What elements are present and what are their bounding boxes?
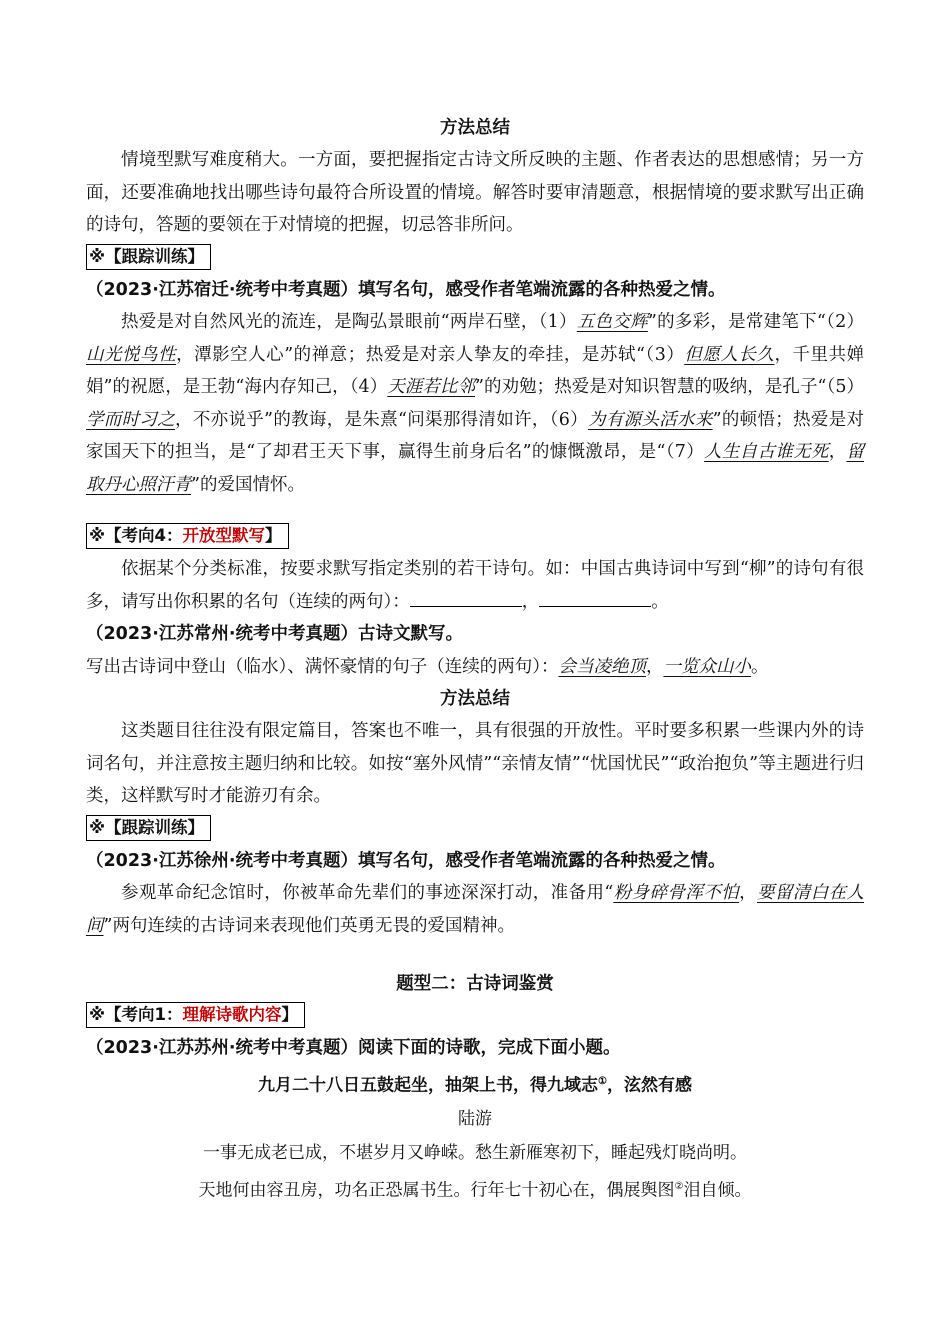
- task-changzhou: 写出古诗词中登山（临水）、满怀豪情的句子（连续的两句）：会当凌绝顶，一览众山小。: [86, 656, 769, 677]
- open-dictation-intro: 依据某个分类标准，按要求默写指定类别的若干诗句。如：中国古典诗词中写到“柳”的诗句有很多，请写出你积累的名句（连续的两句）： ， 。: [86, 559, 864, 612]
- answer-1: 五色交辉: [576, 312, 648, 332]
- tracking-training-label: ※【跟踪训练】: [86, 244, 211, 270]
- answer-3: 但愿人长久: [684, 344, 775, 365]
- answer-4: 天涯若比邻: [387, 377, 476, 397]
- method-summary-text-2: 这类题目往往没有限定篇目，答案也不唯一，具有很强的开放性。平时要多积累一些课内外的诗词名句，并注意按主题归纳和比较。如按“塞外风情”“亲情友情”“忧国忧民”“政治抱负”等主题进行归类，这样默写时才能游刃有余。: [86, 721, 864, 806]
- tracking-training-label-2: ※【跟踪训练】: [86, 815, 211, 841]
- method-summary-heading: 方法总结: [440, 118, 510, 138]
- answer-paragraph-suqian: 热爱是对自然风光的流连，是陶弘景眼前“两岸石壁，（1）五色交辉”的多彩，是常建笔下“（2）山光悦鸟性，潭影空人心”的禅意；热爱是对亲人挚友的牵挂，是苏轼“（3）但愿人长久，千里共婵娟”的祝愿，是王勃“海内存知己，（4）天涯若比邻”的劝勉；热爱是对知识智慧的吸纳，是孔子“（5）学而时习之，不亦说乎”的教诲，是朱熹“问渠那得清如许，（6）为有源头活水来”的顿悟；热爱是对家国天下的担当，是“了却君王天下事，赢得生前身后名”的慷慨激昂，是“（7）人生自古谁无死，留取丹心照汗青”的爱国情怀。: [86, 312, 865, 495]
- method-summary-heading-2: 方法总结: [440, 689, 510, 709]
- question-suqian: （2023·江苏宿迁·统考中考真题）填写名句，感受作者笔端流露的各种热爱之情。: [86, 279, 726, 300]
- answer-6: 为有源头活水来: [587, 409, 713, 430]
- answer-2: 山光悦鸟性: [86, 344, 177, 365]
- poem-line-2: 天地何由容丑房，功名正恐属书生。行年七十初心在，偶展舆图②泪自倾。: [198, 1180, 752, 1201]
- blank-2[interactable]: [539, 588, 651, 607]
- answer-5: 学而时习之: [86, 409, 176, 430]
- answer-xuzhou-2: 要留清白在人间: [86, 883, 865, 936]
- direction-1-label: ※【考向1：理解诗歌内容】: [86, 1002, 305, 1028]
- poem-line-1: 一事无成老已成，不堪岁月又峥嵘。愁生新雁寒初下，睡起残灯晓尚明。: [203, 1143, 747, 1164]
- question-suzhou: （2023·江苏苏州·统考中考真题）阅读下面的诗歌，完成下面小题。: [86, 1038, 621, 1058]
- answer-changzhou-1: 会当凌绝顶: [558, 656, 646, 677]
- blank-1[interactable]: [410, 588, 522, 607]
- answer-paragraph-xuzhou: 参观革命纪念馆时，你被革命先辈们的事迹深深打动，准备用“粉身碎骨浑不怕，要留清白在人间”两句连续的古诗词来表现他们英勇无畏的爱国精神。: [86, 883, 865, 936]
- document-page: [86, 112, 864, 1208]
- answer-7b: 留取丹心照汗青: [86, 442, 865, 495]
- question-xuzhou: （2023·江苏徐州·统考中考真题）填写名句，感受作者笔端流露的各种热爱之情。: [86, 850, 726, 871]
- direction-4-label: ※【考向4：开放型默写】: [86, 523, 289, 549]
- poem-title: 九月二十八日五鼓起坐，抽架上书，得九域志①，泫然有感: [258, 1075, 692, 1096]
- answer-7a: 人生自古谁无死: [704, 442, 829, 462]
- answer-changzhou-2: 一览众山小: [663, 656, 751, 677]
- answer-xuzhou-1: 粉身碎骨浑不怕: [613, 883, 740, 903]
- type-two-title: 题型二：古诗词鉴赏: [396, 974, 554, 994]
- method-summary-text: 情境型默写难度稍大。一方面，要把握指定古诗文所反映的主题、作者表达的思想感情；另一方面，还要准确地找出哪些诗句最符合所设置的情境。解答时要审清题意，根据情境的要求默写出正确的诗句，答题的要领在于对情境的把握，切忌答非所问。: [86, 150, 864, 235]
- question-changzhou: （2023·江苏常州·统考中考真题）古诗文默写。: [86, 624, 464, 644]
- poem-author: 陆游: [458, 1109, 492, 1130]
